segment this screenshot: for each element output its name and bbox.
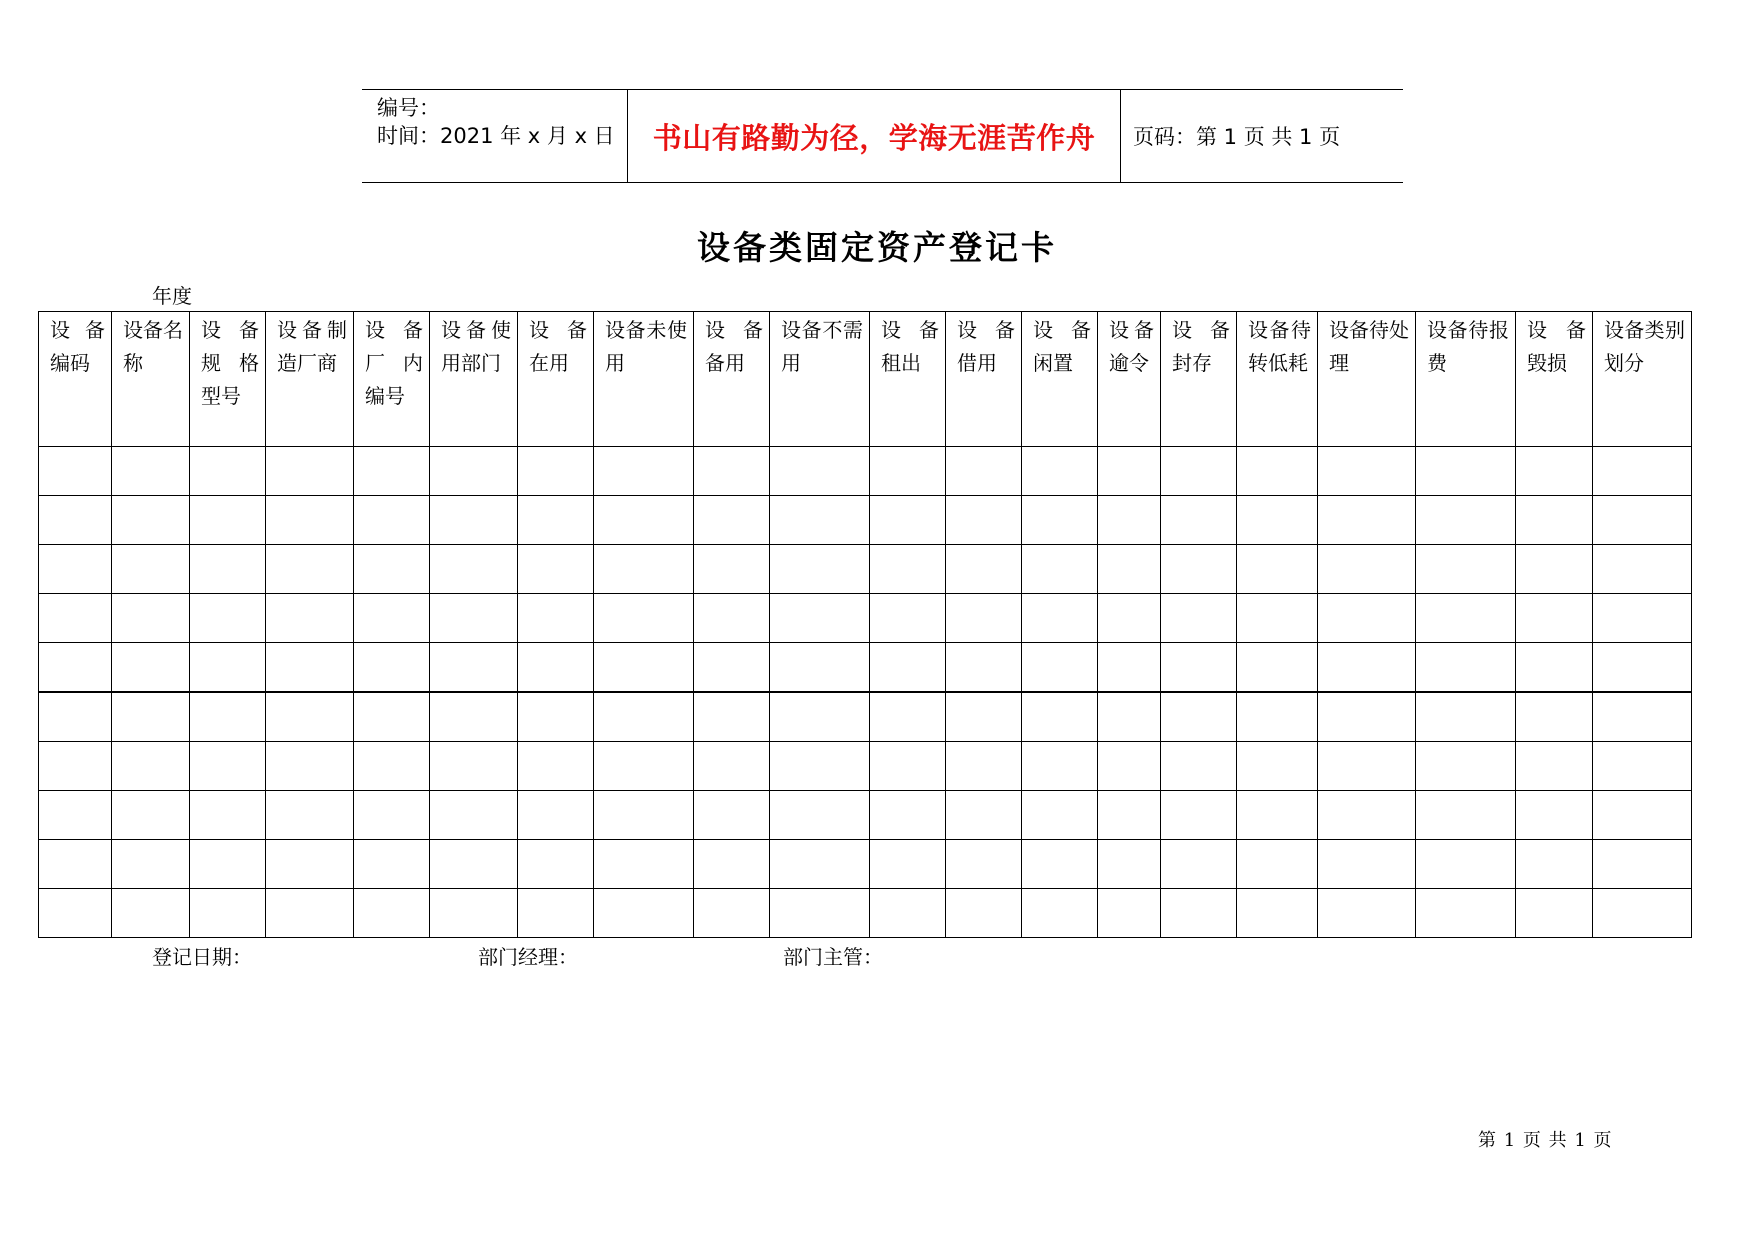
table-cell[interactable] (1516, 545, 1593, 594)
table-cell[interactable] (518, 692, 594, 742)
table-cell[interactable] (1237, 447, 1318, 496)
table-cell[interactable] (1022, 447, 1098, 496)
table-cell[interactable] (946, 791, 1022, 840)
page-code: 页码：第 1 页 共 1 页 (1133, 125, 1341, 149)
table-cell[interactable] (190, 643, 266, 693)
table-cell[interactable] (770, 692, 870, 742)
column-header: 设备备用 (694, 312, 770, 447)
table-cell[interactable] (946, 692, 1022, 742)
table-cell[interactable] (1318, 791, 1416, 840)
table-cell[interactable] (1593, 692, 1692, 742)
table-cell[interactable] (870, 447, 946, 496)
date-label: 时间：2021 年 x 月 x 日 (377, 124, 615, 148)
table-cell[interactable] (1416, 643, 1516, 693)
table-cell[interactable] (1237, 643, 1318, 693)
table-cell[interactable] (1237, 742, 1318, 791)
table-cell[interactable] (946, 840, 1022, 889)
table-cell[interactable] (1022, 791, 1098, 840)
table-cell[interactable] (354, 643, 430, 693)
table-cell[interactable] (190, 496, 266, 545)
table-cell[interactable] (594, 447, 694, 496)
table-cell[interactable] (1098, 594, 1161, 643)
table-cell[interactable] (1098, 545, 1161, 594)
table-cell[interactable] (1318, 889, 1416, 938)
table-cell[interactable] (190, 447, 266, 496)
table-row (39, 889, 1692, 938)
table-cell[interactable] (1516, 889, 1593, 938)
serial-number-label: 编号： (377, 96, 440, 120)
table-cell[interactable] (1318, 643, 1416, 693)
table-cell[interactable] (770, 496, 870, 545)
column-header: 设备规格型号 (190, 312, 266, 447)
table-cell[interactable] (870, 889, 946, 938)
table-cell[interactable] (1516, 742, 1593, 791)
table-cell[interactable] (770, 545, 870, 594)
table-cell[interactable] (1416, 496, 1516, 545)
table-row (39, 692, 1692, 742)
table-cell[interactable] (39, 791, 112, 840)
table-cell[interactable] (266, 447, 354, 496)
table-cell[interactable] (266, 545, 354, 594)
table-cell[interactable] (518, 447, 594, 496)
table-cell[interactable] (430, 594, 518, 643)
table-cell[interactable] (1022, 692, 1098, 742)
table-cell[interactable] (1416, 889, 1516, 938)
table-cell[interactable] (430, 447, 518, 496)
table-cell[interactable] (190, 545, 266, 594)
table-cell[interactable] (946, 742, 1022, 791)
dept-supervisor-label: 部门主管： (783, 945, 883, 969)
table-cell[interactable] (594, 742, 694, 791)
table-cell[interactable] (1237, 889, 1318, 938)
table-cell[interactable] (39, 840, 112, 889)
table-cell[interactable] (870, 594, 946, 643)
table-cell[interactable] (1098, 742, 1161, 791)
table-cell[interactable] (354, 889, 430, 938)
table-cell[interactable] (1098, 692, 1161, 742)
column-header: 设备制造厂商 (266, 312, 354, 447)
column-header: 设备待处理 (1318, 312, 1416, 447)
table-row (39, 742, 1692, 791)
table-cell[interactable] (39, 643, 112, 693)
table-cell[interactable] (266, 742, 354, 791)
table-cell[interactable] (594, 594, 694, 643)
table-cell[interactable] (946, 545, 1022, 594)
table-cell[interactable] (266, 643, 354, 693)
table-cell[interactable] (112, 742, 190, 791)
table-cell[interactable] (1516, 496, 1593, 545)
table-cell[interactable] (594, 889, 694, 938)
table-cell[interactable] (594, 545, 694, 594)
column-header: 设备使用部门 (430, 312, 518, 447)
table-cell[interactable] (112, 545, 190, 594)
table-cell[interactable] (354, 692, 430, 742)
column-header: 设备厂内编号 (354, 312, 430, 447)
table-cell[interactable] (1098, 496, 1161, 545)
table-cell[interactable] (770, 840, 870, 889)
table-cell[interactable] (1022, 742, 1098, 791)
table-cell[interactable] (694, 840, 770, 889)
column-header: 设备封存 (1161, 312, 1237, 447)
table-cell[interactable] (694, 692, 770, 742)
table-cell[interactable] (870, 496, 946, 545)
table-cell[interactable] (266, 889, 354, 938)
table-cell[interactable] (266, 840, 354, 889)
table-cell[interactable] (112, 840, 190, 889)
table-cell[interactable] (518, 496, 594, 545)
table-cell[interactable] (518, 889, 594, 938)
motto: 书山有路勤为径，学海无涯苦作舟 (628, 90, 1121, 183)
table-cell[interactable] (770, 742, 870, 791)
table-cell[interactable] (694, 791, 770, 840)
table-cell[interactable] (266, 496, 354, 545)
table-cell[interactable] (694, 742, 770, 791)
table-header-row (39, 312, 1692, 447)
table-cell[interactable] (1318, 545, 1416, 594)
table-cell[interactable] (266, 594, 354, 643)
table-cell[interactable] (39, 742, 112, 791)
table-cell[interactable] (1593, 791, 1692, 840)
column-header: 设备不需用 (770, 312, 870, 447)
table-cell[interactable] (1161, 840, 1237, 889)
register-date-label: 登记日期： (152, 945, 252, 969)
table-cell[interactable] (1516, 791, 1593, 840)
table-cell[interactable] (1516, 594, 1593, 643)
table-cell[interactable] (870, 840, 946, 889)
table-cell[interactable] (1416, 692, 1516, 742)
table-cell[interactable] (946, 594, 1022, 643)
table-row (39, 496, 1692, 545)
table-cell[interactable] (694, 594, 770, 643)
table-cell[interactable] (946, 643, 1022, 693)
column-header: 设备名称 (112, 312, 190, 447)
table-cell[interactable] (594, 840, 694, 889)
table-cell[interactable] (1022, 496, 1098, 545)
table-cell[interactable] (354, 447, 430, 496)
table-cell[interactable] (39, 545, 112, 594)
table-cell[interactable] (946, 447, 1022, 496)
table-cell[interactable] (870, 545, 946, 594)
table-cell[interactable] (1098, 791, 1161, 840)
table-cell[interactable] (1098, 840, 1161, 889)
table-cell[interactable] (190, 791, 266, 840)
table-row (39, 447, 1692, 496)
asset-register-table (38, 311, 1692, 938)
table-cell[interactable] (430, 791, 518, 840)
page-code-cell (1121, 90, 1404, 183)
table-cell[interactable] (430, 840, 518, 889)
table-cell[interactable] (39, 447, 112, 496)
table-cell[interactable] (770, 791, 870, 840)
table-cell[interactable] (1318, 692, 1416, 742)
table-cell[interactable] (1516, 692, 1593, 742)
table-cell[interactable] (1593, 447, 1692, 496)
table-cell[interactable] (1161, 791, 1237, 840)
table-cell[interactable] (354, 496, 430, 545)
table-cell[interactable] (1593, 545, 1692, 594)
table-cell[interactable] (430, 496, 518, 545)
table-cell[interactable] (1237, 840, 1318, 889)
table-row (39, 840, 1692, 889)
table-cell[interactable] (1161, 594, 1237, 643)
table-cell[interactable] (1022, 889, 1098, 938)
table-cell[interactable] (1593, 496, 1692, 545)
table-cell[interactable] (1416, 447, 1516, 496)
table-cell[interactable] (770, 594, 870, 643)
table-cell[interactable] (354, 545, 430, 594)
table-cell[interactable] (518, 791, 594, 840)
table-cell[interactable] (1161, 643, 1237, 693)
table-cell[interactable] (1237, 791, 1318, 840)
table-cell[interactable] (594, 496, 694, 545)
table-cell[interactable] (1416, 742, 1516, 791)
table-cell[interactable] (1237, 692, 1318, 742)
table-cell[interactable] (1161, 545, 1237, 594)
table-cell[interactable] (1516, 447, 1593, 496)
column-header: 设备编码 (39, 312, 112, 447)
page-number: 第 1 页 共 1 页 (1478, 1130, 1613, 1151)
table-cell[interactable] (870, 692, 946, 742)
column-header: 设备待报费 (1416, 312, 1516, 447)
column-header: 设备闲置 (1022, 312, 1098, 447)
table-cell[interactable] (870, 742, 946, 791)
table-cell[interactable] (1318, 840, 1416, 889)
table-cell[interactable] (1098, 447, 1161, 496)
table-cell[interactable] (1098, 643, 1161, 693)
table-cell[interactable] (112, 643, 190, 693)
column-header: 设备逾令 (1098, 312, 1161, 447)
table-cell[interactable] (430, 889, 518, 938)
table-cell[interactable] (1516, 643, 1593, 693)
table-cell[interactable] (190, 594, 266, 643)
column-header: 设备未使用 (594, 312, 694, 447)
table-cell[interactable] (430, 692, 518, 742)
table-row (39, 545, 1692, 594)
column-header: 设备借用 (946, 312, 1022, 447)
table-cell[interactable] (870, 643, 946, 693)
table-cell[interactable] (1022, 643, 1098, 693)
table-cell[interactable] (354, 791, 430, 840)
column-header: 设备待转低耗 (1237, 312, 1318, 447)
table-cell[interactable] (1237, 496, 1318, 545)
table-cell[interactable] (1416, 840, 1516, 889)
table-cell[interactable] (190, 889, 266, 938)
table-cell[interactable] (594, 692, 694, 742)
table-row (39, 643, 1692, 693)
table-cell[interactable] (1161, 889, 1237, 938)
table-cell[interactable] (694, 545, 770, 594)
column-header: 设备租出 (870, 312, 946, 447)
table-row (39, 791, 1692, 840)
table-cell[interactable] (190, 742, 266, 791)
table-cell[interactable] (1516, 840, 1593, 889)
table-cell[interactable] (430, 742, 518, 791)
table-cell[interactable] (1318, 447, 1416, 496)
table-cell[interactable] (1593, 840, 1692, 889)
table-cell[interactable] (518, 594, 594, 643)
table-cell[interactable] (1318, 742, 1416, 791)
document-header (362, 89, 1403, 183)
column-header: 设备在用 (518, 312, 594, 447)
table-cell[interactable] (1593, 594, 1692, 643)
table-cell[interactable] (770, 643, 870, 693)
table-cell[interactable] (518, 840, 594, 889)
table-cell[interactable] (770, 447, 870, 496)
table-body (39, 447, 1692, 938)
table-cell[interactable] (594, 643, 694, 693)
table-cell[interactable] (1318, 594, 1416, 643)
table-cell[interactable] (1416, 545, 1516, 594)
table-cell[interactable] (112, 447, 190, 496)
table-cell[interactable] (39, 496, 112, 545)
table-cell[interactable] (1416, 791, 1516, 840)
year-label: 年度 (152, 284, 192, 308)
table-cell[interactable] (266, 791, 354, 840)
table-cell[interactable] (1098, 889, 1161, 938)
page-title: 设备类固定资产登记卡 (697, 228, 1057, 267)
table-cell[interactable] (594, 791, 694, 840)
table-cell[interactable] (694, 447, 770, 496)
table-cell[interactable] (770, 889, 870, 938)
table-cell[interactable] (112, 496, 190, 545)
table-cell[interactable] (694, 643, 770, 693)
table-cell[interactable] (694, 889, 770, 938)
table-cell[interactable] (112, 594, 190, 643)
table-cell[interactable] (112, 791, 190, 840)
table-row (39, 594, 1692, 643)
table-cell[interactable] (1318, 496, 1416, 545)
table-cell[interactable] (1237, 594, 1318, 643)
table-cell[interactable] (1593, 742, 1692, 791)
table-cell[interactable] (694, 496, 770, 545)
table-cell[interactable] (1593, 889, 1692, 938)
dept-manager-label: 部门经理： (478, 945, 578, 969)
table-cell[interactable] (1161, 742, 1237, 791)
table-cell[interactable] (39, 889, 112, 938)
table-cell[interactable] (39, 594, 112, 643)
table-cell[interactable] (430, 545, 518, 594)
table-cell[interactable] (112, 692, 190, 742)
table-cell[interactable] (1022, 840, 1098, 889)
table-cell[interactable] (354, 840, 430, 889)
table-cell[interactable] (1161, 447, 1237, 496)
table-cell[interactable] (1022, 594, 1098, 643)
table-cell[interactable] (112, 889, 190, 938)
table-cell[interactable] (1161, 692, 1237, 742)
table-cell[interactable] (39, 692, 112, 742)
header-meta-cell (362, 90, 628, 183)
column-header: 设备毁损 (1516, 312, 1593, 447)
table-cell[interactable] (870, 791, 946, 840)
table-cell[interactable] (518, 545, 594, 594)
table-cell[interactable] (1022, 545, 1098, 594)
table-cell[interactable] (518, 643, 594, 693)
table-cell[interactable] (266, 692, 354, 742)
table-cell[interactable] (1237, 545, 1318, 594)
table-cell[interactable] (1416, 594, 1516, 643)
table-cell[interactable] (430, 643, 518, 693)
table-cell[interactable] (946, 889, 1022, 938)
table-cell[interactable] (190, 692, 266, 742)
table-cell[interactable] (190, 840, 266, 889)
table-cell[interactable] (354, 742, 430, 791)
table-cell[interactable] (518, 742, 594, 791)
table-cell[interactable] (354, 594, 430, 643)
column-header: 设备类别划分 (1593, 312, 1692, 447)
table-cell[interactable] (1161, 496, 1237, 545)
table-cell[interactable] (946, 496, 1022, 545)
table-cell[interactable] (1593, 643, 1692, 693)
